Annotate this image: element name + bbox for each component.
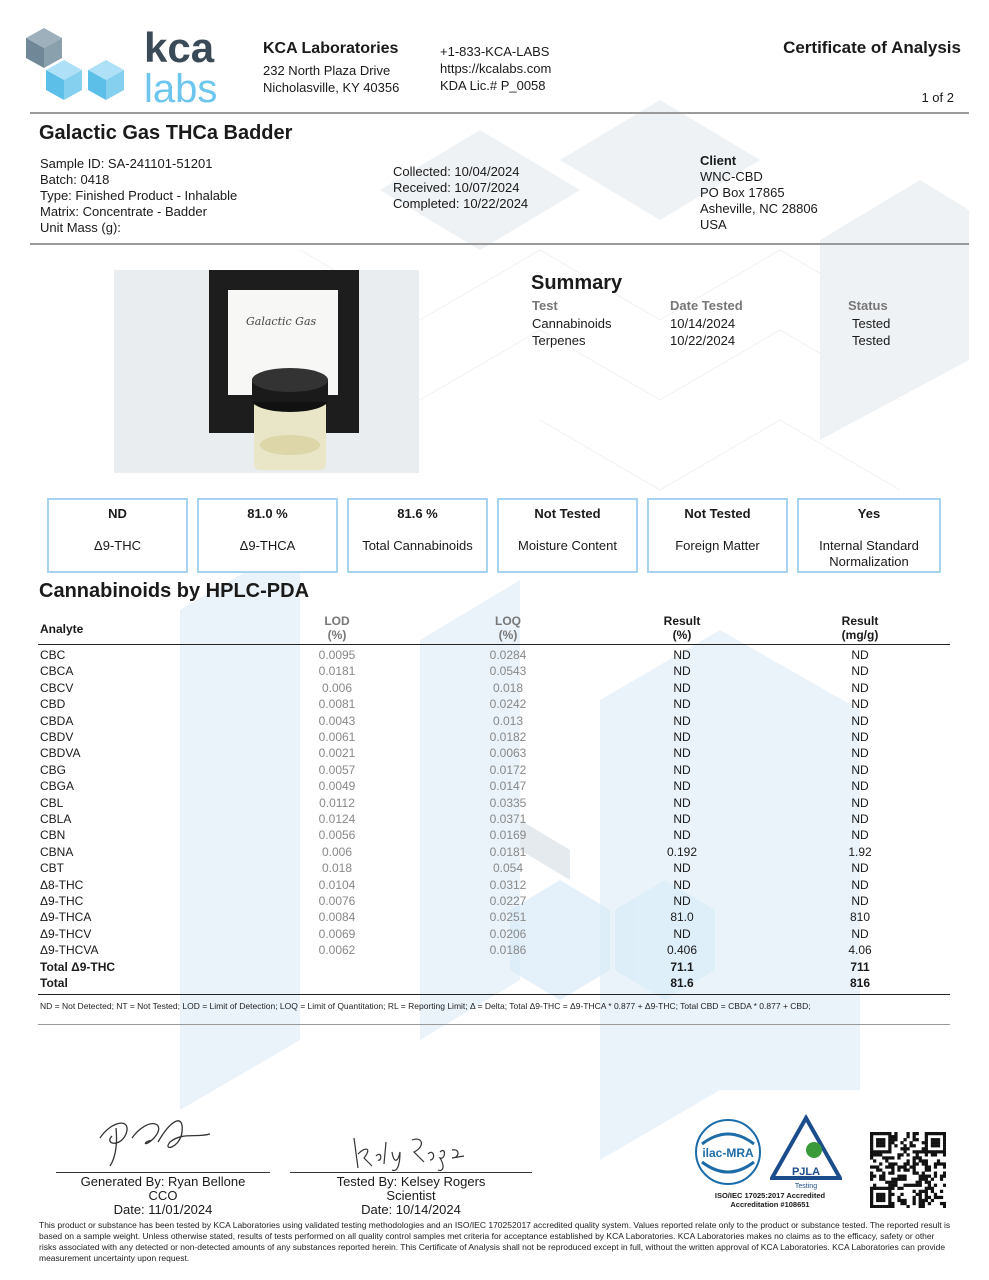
ilac-mra-text: ilac-MRA <box>702 1146 754 1160</box>
result-box-d9-thc <box>47 498 188 573</box>
summary-header-status: Status <box>848 298 888 313</box>
signature-kelsey-rogers <box>348 1128 470 1172</box>
analyte-name: CBLA <box>40 812 72 826</box>
result-box-d9-thca <box>197 498 338 573</box>
lab-name: KCA Laboratories <box>263 40 399 57</box>
table-row <box>40 828 950 844</box>
result-mg-per-g: ND <box>851 664 869 679</box>
loq-value: 0.0186 <box>489 943 527 958</box>
table-header-result-pct-label: Result <box>663 614 701 628</box>
result-percent: ND <box>673 762 691 777</box>
sample-type: Type: Finished Product - Inhalable <box>40 188 238 203</box>
table-row <box>40 648 950 664</box>
table-row <box>40 845 950 861</box>
table-header-lod <box>287 614 387 642</box>
table-row <box>40 812 950 828</box>
lod-value: 0.0076 <box>318 894 356 908</box>
pjla-logo <box>770 1114 842 1190</box>
analyte-name: Δ9-THCA <box>40 910 92 925</box>
signer-date: Date: 10/14/2024 <box>361 1202 461 1217</box>
table-total-row <box>40 976 950 992</box>
summary-test-status: Tested <box>852 333 891 348</box>
lab-license: KDA Lic.# P_0058 <box>440 78 546 93</box>
result-percent: ND <box>673 648 691 662</box>
analyte-name: CBCV <box>40 680 74 695</box>
logo-text-kca: kca <box>144 24 215 71</box>
lod-value: 0.006 <box>321 844 353 859</box>
lod-value: 0.0069 <box>318 926 356 941</box>
result-percent: ND <box>673 877 691 892</box>
kca-labs-logo <box>26 24 241 106</box>
lab-address-line1: 232 North Plaza Drive <box>263 63 391 78</box>
received-date: Received: 10/07/2024 <box>393 180 520 195</box>
sample-dates <box>393 164 528 212</box>
sample-matrix: Matrix: Concentrate - Badder <box>40 204 207 219</box>
summary-header-test: Test <box>532 298 558 313</box>
result-mg-per-g: ND <box>851 795 869 810</box>
signer-name: Tested By: Kelsey Rogers <box>336 1174 486 1189</box>
loq-value: 0.0169 <box>489 828 527 843</box>
result-percent: ND <box>673 779 691 794</box>
lod-value: 0.0112 <box>319 795 355 810</box>
table-bottom-divider <box>38 994 950 995</box>
analyte-name: CBN <box>40 828 66 843</box>
result-box-label: Δ9-THCA <box>239 538 296 553</box>
result-mg-per-g: ND <box>851 861 869 876</box>
accreditation-line1: ISO/IEC 17025:2017 Accredited <box>714 1191 826 1200</box>
table-row <box>40 714 950 730</box>
page-number: 1 of 2 <box>921 90 954 105</box>
result-percent: ND <box>673 795 691 810</box>
table-row <box>40 861 950 877</box>
sample-info <box>40 156 237 236</box>
table-row <box>40 664 950 680</box>
result-percent: ND <box>673 861 691 876</box>
batch: Batch: 0418 <box>40 172 110 187</box>
loq-value: 0.0206 <box>489 926 527 941</box>
sample-id: Sample ID: SA-241101-51201 <box>40 156 213 171</box>
lod-value: 0.0061 <box>318 730 356 744</box>
summary-test-date: 10/14/2024 <box>670 316 736 331</box>
loq-value: 0.018 <box>492 680 524 695</box>
result-percent: ND <box>673 894 691 908</box>
lod-value: 0.018 <box>321 861 353 876</box>
client-country: USA <box>700 217 727 232</box>
analyte-name: CBDVA <box>40 746 81 761</box>
lod-value: 0.0084 <box>318 910 356 925</box>
result-mg-per-g: ND <box>851 730 869 744</box>
result-mg-per-g: ND <box>851 828 869 843</box>
unit-mass: Unit Mass (g): <box>40 220 121 235</box>
result-box-moisture <box>497 498 638 573</box>
lod-value: 0.0057 <box>318 762 356 777</box>
signer-title: Scientist <box>386 1188 436 1203</box>
result-percent: ND <box>673 697 691 712</box>
result-box-label: Δ9-THC <box>94 538 141 553</box>
header-divider <box>30 112 969 114</box>
result-box-label: Foreign Matter <box>675 538 760 553</box>
document-title: Certificate of Analysis <box>783 38 961 57</box>
disclaimer: This product or substance has been tested by KCA Laboratories using validated testing methodologies and an ISO/IEC 170252017 accredited quality system. Values reported relate only to the product or substance tested. The reported result is based on a sample weight. Unless otherwise stated, results of tests performed on all quality control samples met criteria for acceptance established by KCA Laboratories. KCA Laboratories makes no claims as to the efficacy, safety or other risks associated with any detected or non-detected amounts of any substances reported herein. This Certificate of Analysis shall not be reproduced except in full, without the written approval of KCA Laboratories. KCA Laboratories can provide measurement uncertainty upon request. <box>39 1220 951 1263</box>
summary-test-name: Terpenes <box>532 333 586 348</box>
result-mg-per-g: ND <box>851 648 869 662</box>
result-percent: ND <box>673 730 691 744</box>
lod-value: 0.0095 <box>318 648 356 662</box>
table-row <box>40 894 950 910</box>
product-photo <box>114 270 419 473</box>
analyte-name: CBNA <box>40 844 74 859</box>
loq-value: 0.0335 <box>489 795 527 810</box>
table-row <box>40 681 950 697</box>
client-city: Asheville, NC 28806 <box>700 201 818 216</box>
total-result-percent: 81.6 <box>670 976 694 990</box>
result-percent: 0.192 <box>666 844 698 859</box>
table-row <box>40 779 950 795</box>
result-percent: ND <box>673 680 691 695</box>
logo-text-labs: labs <box>144 67 218 106</box>
info-divider <box>30 243 969 245</box>
loq-value: 0.0172 <box>489 762 527 777</box>
loq-value: 0.013 <box>492 713 524 728</box>
lod-value: 0.006 <box>321 680 353 695</box>
table-row <box>40 927 950 943</box>
summary-test-status: Tested <box>852 316 891 331</box>
loq-value: 0.0312 <box>489 877 527 892</box>
client-name: WNC-CBD <box>700 169 763 184</box>
result-percent: ND <box>673 746 691 761</box>
summary-test-date: 10/22/2024 <box>670 333 736 348</box>
pjla-subtext: Testing <box>794 1183 818 1190</box>
analyte-name: CBGA <box>40 779 75 794</box>
table-header-result-pct <box>632 614 732 642</box>
signer-date: Date: 11/01/2024 <box>113 1202 213 1217</box>
result-percent: ND <box>673 664 691 679</box>
cannabinoids-section-title: Cannabinoids by HPLC-PDA <box>39 580 310 602</box>
loq-value: 0.0147 <box>489 779 527 794</box>
table-row <box>40 796 950 812</box>
result-percent: ND <box>673 926 691 941</box>
analyte-name: CBT <box>40 861 64 876</box>
client-heading: Client <box>700 153 737 168</box>
table-row <box>40 746 950 762</box>
result-mg-per-g: ND <box>851 812 869 826</box>
analyte-name: CBL <box>40 795 64 810</box>
accreditation-line2: Accreditation #108651 <box>730 1200 810 1209</box>
table-header-divider <box>38 644 950 645</box>
lod-value: 0.0021 <box>318 746 356 761</box>
result-mg-per-g: ND <box>851 877 869 892</box>
ilac-mra-logo <box>694 1118 762 1186</box>
signer-name: Generated By: Ryan Bellone <box>80 1174 246 1189</box>
result-box-foreign-matter <box>647 498 788 573</box>
table-header-result-pct-unit: (%) <box>672 628 692 642</box>
analyte-name: CBC <box>40 648 66 662</box>
total-result-percent: 71.1 <box>670 959 694 974</box>
lod-value: 0.0062 <box>318 943 356 958</box>
analyte-name: Δ8-THC <box>40 877 84 892</box>
lab-website[interactable]: https://kcalabs.com <box>440 61 552 76</box>
loq-value: 0.0543 <box>489 664 527 679</box>
analyte-name: CBD <box>40 697 66 712</box>
table-header-lod-unit: (%) <box>327 628 347 642</box>
result-mg-per-g: ND <box>851 746 869 761</box>
total-result-mg-per-g: 816 <box>849 976 871 990</box>
result-mg-per-g: 4.06 <box>848 943 872 958</box>
loq-value: 0.0182 <box>489 730 527 744</box>
loq-value: 0.0242 <box>489 697 527 712</box>
table-header-loq <box>458 614 558 642</box>
analyte-name: Δ9-THC <box>40 894 84 908</box>
signature-ryan-bellone <box>92 1108 212 1170</box>
lod-value: 0.0104 <box>318 877 356 892</box>
result-box-value: 81.0 % <box>247 506 288 521</box>
table-row <box>40 730 950 746</box>
loq-value: 0.0181 <box>489 844 527 859</box>
loq-value: 0.0227 <box>489 894 527 908</box>
result-percent: ND <box>673 828 691 843</box>
result-percent: 81.0 <box>670 910 694 925</box>
total-name: Total <box>40 976 68 990</box>
table-header-result-mg-label: Result <box>841 614 879 628</box>
table-footnote: ND = Not Detected; NT = Not Tested; LOD = Limit of Detection; LOQ = Limit of Quantitation; RL = Reporting Limit; Δ = Delta; Total Δ9-THC = Δ9-THCA * 0.877 + Δ9-THC; Total CBD = CBDA * 0.877 + CBD; <box>40 1001 811 1011</box>
loq-value: 0.054 <box>492 861 524 876</box>
total-name: Total Δ9-THC <box>40 959 116 974</box>
table-header-loq-unit: (%) <box>498 628 518 642</box>
loq-value: 0.0063 <box>489 746 527 761</box>
completed-date: Completed: 10/22/2024 <box>393 196 529 211</box>
result-box-label: Internal Standard Normalization <box>819 538 919 569</box>
pjla-text: PJLA <box>791 1166 821 1178</box>
result-box-label: Total Cannabinoids <box>362 538 473 553</box>
total-result-mg-per-g: 711 <box>850 959 870 974</box>
bag-label-text: Galactic Gas <box>246 315 317 328</box>
result-box-value: Yes <box>857 506 881 521</box>
signature-block-generated <box>56 1175 270 1217</box>
result-mg-per-g: ND <box>851 926 869 941</box>
table-header-lod-label: LOD <box>324 614 350 628</box>
result-box-internal-standard <box>797 498 941 573</box>
footnote-divider <box>38 1024 950 1025</box>
summary-test-name: Cannabinoids <box>532 316 612 331</box>
result-mg-per-g: ND <box>851 894 869 908</box>
result-box-value: Not Tested <box>534 506 601 521</box>
result-mg-per-g: ND <box>851 779 869 794</box>
summary-header-date: Date Tested <box>670 298 743 313</box>
analyte-name: CBDV <box>40 730 74 744</box>
result-mg-per-g: ND <box>851 713 869 728</box>
analyte-name: CBDA <box>40 713 74 728</box>
lod-value: 0.0124 <box>318 812 356 826</box>
table-row <box>40 878 950 894</box>
qr-code[interactable] <box>870 1132 946 1208</box>
loq-value: 0.0284 <box>489 648 527 662</box>
signature-line <box>56 1172 270 1173</box>
lab-address-line2: Nicholasville, KY 40356 <box>263 80 400 95</box>
result-percent: ND <box>673 812 691 826</box>
analyte-name: Δ9-THCVA <box>40 943 99 958</box>
table-total-row <box>40 960 950 976</box>
result-mg-per-g: 810 <box>849 910 871 925</box>
lod-value: 0.0081 <box>318 697 356 712</box>
signer-title: CCO <box>148 1188 178 1203</box>
lod-value: 0.0056 <box>318 828 356 843</box>
result-box-total-cannabinoids <box>347 498 488 573</box>
table-header-result-mg <box>810 614 910 642</box>
loq-value: 0.0371 <box>489 812 527 826</box>
result-box-value: Not Tested <box>684 506 751 521</box>
result-mg-per-g: ND <box>851 697 869 712</box>
loq-value: 0.0251 <box>489 910 527 925</box>
table-header-analyte: Analyte <box>40 622 84 636</box>
collected-date: Collected: 10/04/2024 <box>393 164 520 179</box>
analyte-name: CBG <box>40 762 67 777</box>
signature-block-tested <box>290 1175 532 1217</box>
table-row <box>40 697 950 713</box>
client-po: PO Box 17865 <box>700 185 785 200</box>
summary-title: Summary <box>531 272 623 294</box>
table-row <box>40 763 950 779</box>
lod-value: 0.0049 <box>318 779 356 794</box>
table-header-result-mg-unit: (mg/g) <box>841 628 879 642</box>
lod-value: 0.0043 <box>318 713 356 728</box>
table-row <box>40 943 950 959</box>
lab-phone: +1-833-KCA-LABS <box>440 44 550 59</box>
analyte-name: Δ9-THCV <box>40 926 92 941</box>
accreditation-text <box>690 1191 850 1209</box>
result-mg-per-g: 1.92 <box>848 844 872 859</box>
result-box-value: 81.6 % <box>397 506 438 521</box>
client-info <box>700 153 818 233</box>
product-title: Galactic Gas THCa Badder <box>39 122 293 144</box>
result-box-value: ND <box>108 506 127 521</box>
result-percent: ND <box>673 713 691 728</box>
analyte-name: CBCA <box>40 664 74 679</box>
result-mg-per-g: ND <box>851 680 869 695</box>
result-percent: 0.406 <box>666 943 698 958</box>
signature-line <box>290 1172 532 1173</box>
table-row <box>40 910 950 926</box>
table-header-loq-label: LOQ <box>495 614 521 628</box>
lod-value: 0.0181 <box>318 664 356 679</box>
result-box-label: Moisture Content <box>518 538 617 553</box>
result-mg-per-g: ND <box>851 762 869 777</box>
